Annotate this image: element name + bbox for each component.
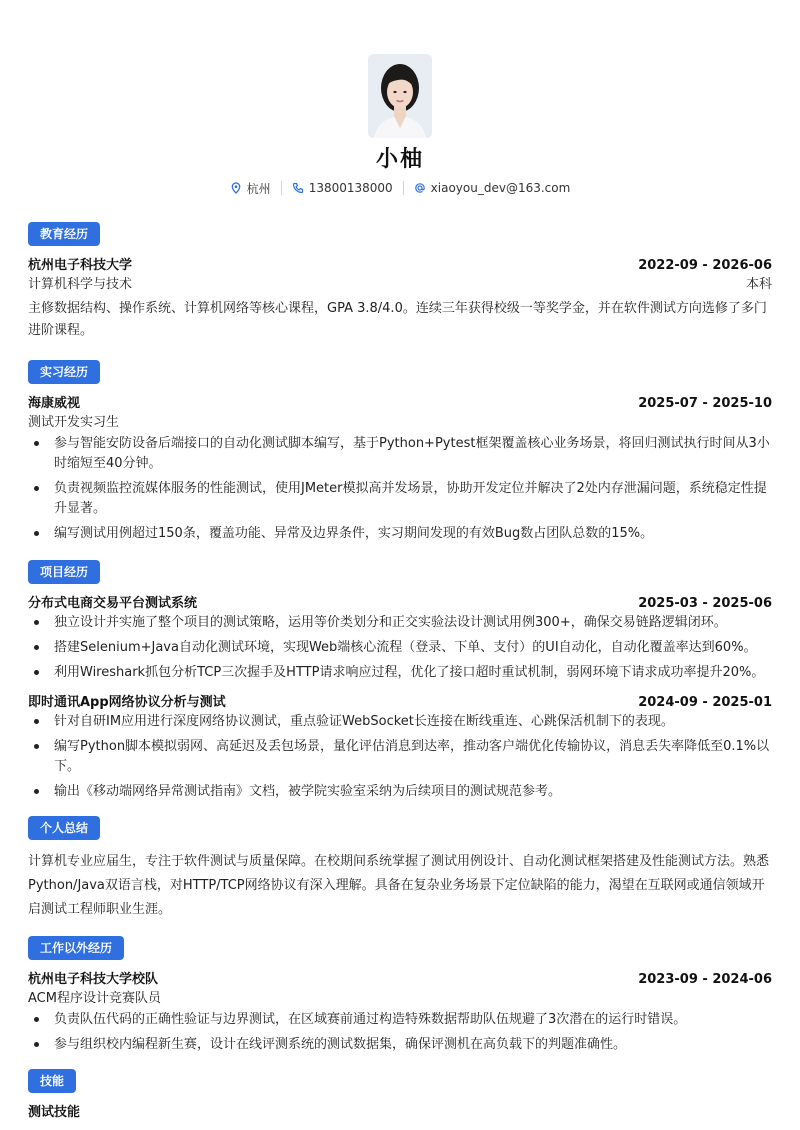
project-title: 即时通讯App网络协议分析与测试 xyxy=(28,695,226,710)
education-header-row xyxy=(28,254,772,273)
extra-bullets xyxy=(28,1010,772,1055)
section-heading: 个人总结 xyxy=(28,816,100,840)
extra-header-row xyxy=(28,968,772,987)
city-text: 杭州 xyxy=(246,181,271,196)
list-item: 利用Wireshark抓包分析TCP三次握手及HTTP请求响应过程，优化了接口超时重试机制，弱网环境下请求成功率提升20%。 xyxy=(28,663,772,683)
education-description: 主修数据结构、操作系统、计算机网络等核心课程，GPA 3.8/4.0。连续三年获得校级一等奖学金，并在软件测试方向选修了多门进阶课程。 xyxy=(28,301,767,338)
list-item: 搭建Selenium+Java自动化测试环境，实现Web端核心流程（登录、下单、支付）的UI自动化，自动化覆盖率达到60%。 xyxy=(28,638,772,658)
resume-header xyxy=(28,0,772,198)
location-pin-icon xyxy=(230,182,242,194)
list-item: 参与智能安防设备后端接口的自动化测试脚本编写，基于Python+Pytest框架覆盖核心业务场景，将回归测试执行时间从3小时缩短至40分钟。 xyxy=(28,434,772,474)
company-name: 海康威视 xyxy=(28,396,81,411)
list-item: 输出《移动端网络异常测试指南》文档，被学院实验室采纳为后续项目的测试规范参考。 xyxy=(28,782,772,802)
major: 计算机科学与技术 xyxy=(28,277,133,292)
project-title: 分布式电商交易平台测试系统 xyxy=(28,596,198,611)
section-heading: 项目经历 xyxy=(28,560,100,584)
candidate-name: 小柚 xyxy=(375,147,424,172)
email-text: xiaoyou_dev@163.com xyxy=(430,181,571,195)
extra-org: 杭州电子科技大学校队 xyxy=(28,972,159,987)
internship-header-row xyxy=(28,392,772,411)
internship-dates: 2025-07 - 2025-10 xyxy=(638,396,772,411)
contact-email xyxy=(404,181,581,195)
education-section xyxy=(28,222,772,342)
phone-text: 13800138000 xyxy=(308,181,393,195)
education-dates: 2022-09 - 2026-06 xyxy=(638,258,772,273)
extra-dates: 2023-09 - 2024-06 xyxy=(638,972,772,987)
contact-bar xyxy=(28,178,772,198)
contact-city xyxy=(220,180,281,197)
section-heading: 实习经历 xyxy=(28,360,100,384)
summary-section xyxy=(28,816,772,922)
list-item: 针对自研IM应用进行深度网络协议测试，重点验证WebSocket长连接在断线重连、心跳保活机制下的表现。 xyxy=(28,712,772,732)
internship-section xyxy=(28,360,772,544)
list-item: 参与组织校内编程新生赛，设计在线评测系统的测试数据集，确保评测机在高负载下的判题准确性。 xyxy=(28,1035,772,1055)
avatar xyxy=(368,54,432,138)
list-item: 编写测试用例超过150条，覆盖功能、异常及边界条件，实习期间发现的有效Bug数占团队总数的15%。 xyxy=(28,524,772,544)
project-header-row xyxy=(28,592,772,611)
extra-role: ACM程序设计竞赛队员 xyxy=(28,991,161,1006)
skills-subheading: 测试技能 xyxy=(28,1105,81,1120)
education-sub-row xyxy=(28,273,772,292)
project-header-row xyxy=(28,691,772,710)
list-item: 负责视频监控流媒体服务的性能测试，使用JMeter模拟高并发场景，协助开发定位并解决了2处内存泄漏问题，系统稳定性提升显著。 xyxy=(28,479,772,519)
internship-role: 测试开发实习生 xyxy=(28,415,120,430)
at-sign-icon xyxy=(414,182,426,194)
list-item: 独立设计并实施了整个项目的测试策略，运用等价类划分和正交实验法设计测试用例300+，确保交易链路逻辑闭环。 xyxy=(28,613,772,633)
contact-phone xyxy=(282,181,403,195)
project-dates: 2025-03 - 2025-06 xyxy=(638,596,772,611)
section-heading: 教育经历 xyxy=(28,222,100,246)
phone-icon xyxy=(292,182,304,194)
project-dates: 2024-09 - 2025-01 xyxy=(638,695,772,710)
school-name: 杭州电子科技大学 xyxy=(28,258,133,273)
summary-text: 计算机专业应届生，专注于软件测试与质量保障。在校期间系统掌握了测试用例设计、自动化测试框架搭建及性能测试方法。熟悉Python/Java双语言栈，对HTTP/TCP网络协议有深入理解。具备在复杂业务场景下定位缺陷的能力，渴望在互联网或通信领域开启测试工程师职业生涯。 xyxy=(28,854,770,917)
degree: 本科 xyxy=(745,277,772,292)
section-heading: 工作以外经历 xyxy=(28,936,124,960)
internship-bullets xyxy=(28,434,772,544)
list-item: 负责队伍代码的正确性验证与边界测试，在区域赛前通过构造特殊数据帮助队伍规避了3次潜在的运行时错误。 xyxy=(28,1010,772,1030)
section-heading: 技能 xyxy=(28,1069,76,1093)
projects-section xyxy=(28,560,772,802)
project-bullets xyxy=(28,712,772,802)
project-bullets xyxy=(28,613,772,683)
list-item: 编写Python脚本模拟弱网、高延迟及丢包场景，量化评估消息到达率，推动客户端优化传输协议，消息丢失率降低至0.1%以下。 xyxy=(28,737,772,777)
extra-section xyxy=(28,936,772,1055)
skills-section xyxy=(28,1069,772,1120)
